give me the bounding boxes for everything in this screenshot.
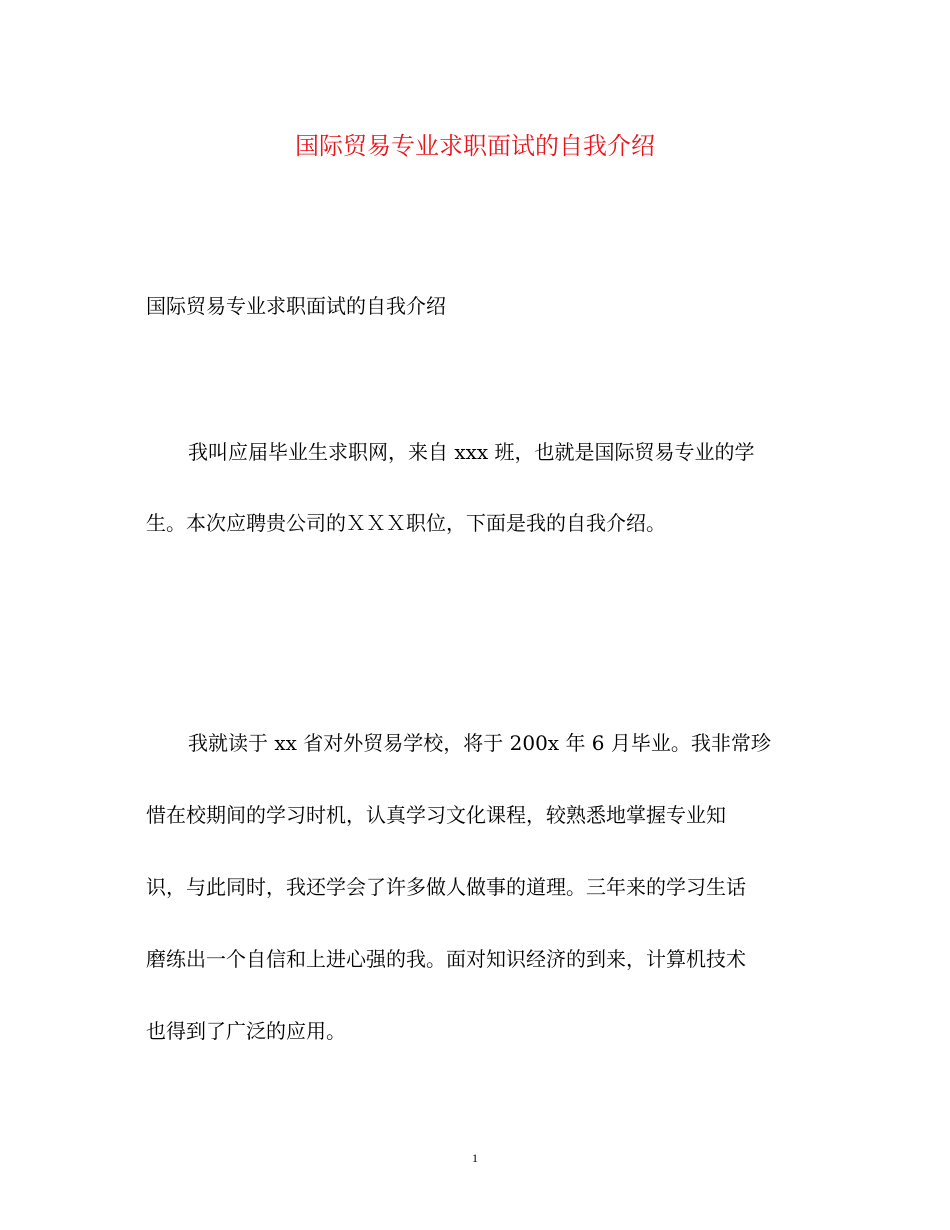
paragraph-line: 也得到了广泛的应用。 — [146, 1019, 346, 1043]
document-subtitle: 国际贸易专业求职面试的自我介绍 — [146, 294, 446, 318]
document-title: 国际贸易专业求职面试的自我介绍 — [295, 132, 655, 160]
paragraph-line: 惜在校期间的学习时机，认真学习文化课程，较熟悉地掌握专业知 — [146, 803, 726, 827]
paragraph-line: 我就读于 xx 省对外贸易学校，将于 200x 年 6 月毕业。我非常珍 — [188, 731, 771, 755]
page-number: 1 — [472, 1151, 478, 1165]
paragraph-line: 我叫应届毕业生求职网，来自 xxx 班，也就是国际贸易专业的学 — [188, 440, 755, 464]
paragraph-line: 识，与此同时，我还学会了许多做人做事的道理。三年来的学习生话 — [146, 875, 746, 899]
paragraph-line: 生。本次应聘贵公司的ＸＸＸ职位，下面是我的自我介绍。 — [146, 511, 666, 535]
paragraph-line: 磨练出一个自信和上进心强的我。面对知识经济的到来，计算机技术 — [146, 947, 746, 971]
